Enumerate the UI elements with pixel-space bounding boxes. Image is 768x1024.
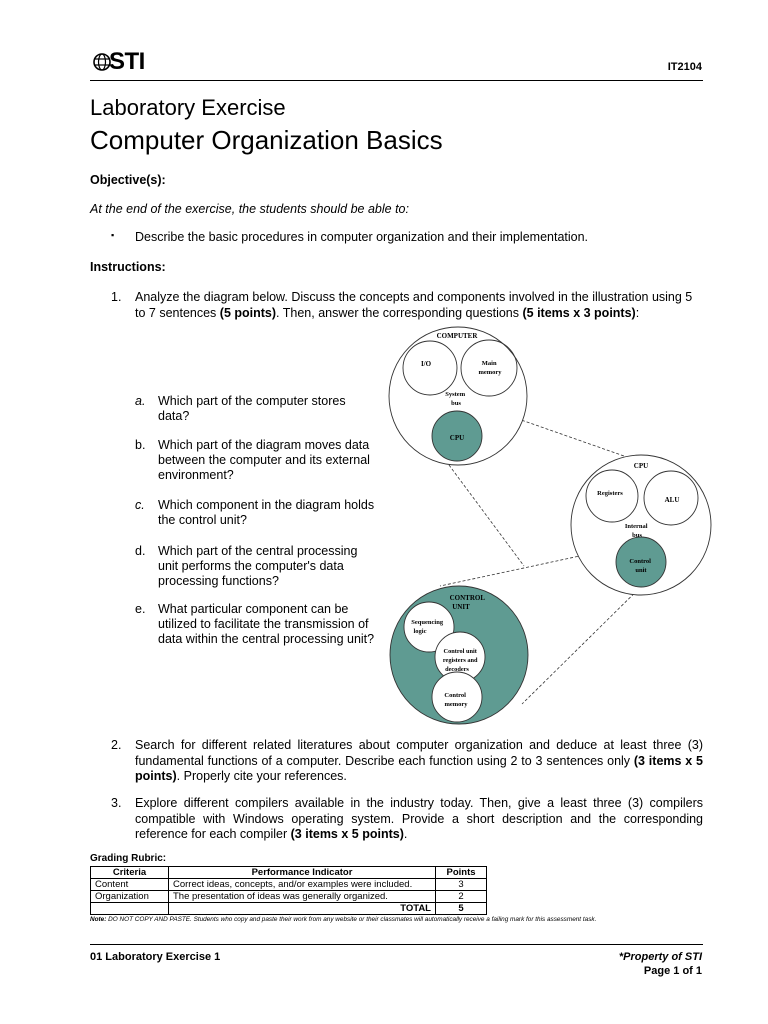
instruction-text: . Then, answer the corresponding questions xyxy=(276,305,523,320)
header-divider xyxy=(90,80,703,81)
objectives-heading: Objective(s): xyxy=(90,173,166,187)
internal-bus-label-line: Internal xyxy=(624,523,648,530)
instruction-points: (3 items x 5 points) xyxy=(135,753,703,783)
sequencing-logic-label-line: logic xyxy=(413,628,427,635)
note-text: DO NOT COPY AND PASTE. Students who copy and paste their work from any website or their classmates will automatically receive a failing mark for this assessment task. xyxy=(106,916,597,923)
question-e: What particular component can be utilized to facilitate the transmission of data within the central processing unit? xyxy=(158,602,375,646)
instruction-2 xyxy=(135,738,703,785)
table-cell: Content xyxy=(91,879,169,891)
grading-rubric-table xyxy=(90,866,487,915)
alu-label: ALU xyxy=(664,496,680,504)
control-unit-detail-label-line: CONTROL xyxy=(449,594,485,602)
column-header: Performance Indicator xyxy=(169,867,436,879)
question-a: Which part of the computer stores data? xyxy=(158,394,346,423)
column-header: Criteria xyxy=(91,867,169,879)
connector-line xyxy=(446,461,524,566)
table-row xyxy=(91,879,487,891)
io-circle xyxy=(403,341,457,395)
total-row xyxy=(91,903,487,915)
instruction-text: : xyxy=(635,305,640,320)
footer-divider xyxy=(90,944,703,945)
instruction-text: . xyxy=(403,827,408,841)
column-header: Points xyxy=(436,867,487,879)
internal-bus-label-line: bus xyxy=(632,532,642,539)
io-label: I/O xyxy=(420,360,432,368)
table-cell: 2 xyxy=(436,891,487,903)
footer-document-name: 01 Laboratory Exercise 1 xyxy=(90,951,221,963)
cpu-detail-label: CPU xyxy=(633,462,649,470)
table-cell: Correct ideas, concepts, and/or examples were included. xyxy=(169,879,436,891)
instruction-points: (5 points) xyxy=(219,305,277,320)
footer-property: *Property of STI xyxy=(618,951,702,963)
question-letter: b. xyxy=(135,438,146,452)
cu-registers-label-line: decoders xyxy=(445,666,469,673)
control-memory-label-line: memory xyxy=(444,701,468,708)
computer-organization-diagram xyxy=(380,326,730,731)
control-unit-detail-label-line: UNIT xyxy=(452,603,470,611)
control-memory-label-line: Control xyxy=(444,692,466,699)
rubric-title: Grading Rubric: xyxy=(90,853,167,864)
footer-page-number: Page 1 of 1 xyxy=(643,965,702,977)
sti-logo xyxy=(92,48,162,76)
total-value: 5 xyxy=(436,903,487,915)
main-memory-label-line: Main xyxy=(481,360,497,367)
system-bus-label-line: System xyxy=(445,391,466,398)
course-code: IT2104 xyxy=(667,61,702,73)
objectives-intro: At the end of the exercise, the students should be able to: xyxy=(90,202,409,216)
question-b: Which part of the diagram moves data between the computer and its external environment? xyxy=(158,438,370,482)
table-cell: 3 xyxy=(436,879,487,891)
bullet-icon: ▪ xyxy=(111,230,115,240)
instruction-number: 2. xyxy=(111,738,122,752)
exercise-label: Laboratory Exercise xyxy=(90,95,286,120)
question-d: Which part of the central processing unit performs the computer's data processing functions? xyxy=(158,544,358,588)
instruction-text: Explore different compilers available in the industry today. Then, give a least three (3) compilers compatible with Windows operating system. Provide a short description and the corresponding reference for each compiler xyxy=(135,796,703,841)
table-cell: The presentation of ideas was generally organized. xyxy=(169,891,436,903)
instruction-text: Analyze the diagram below. Discuss the concepts and components involved in the illustration using 5 to 7 sentences xyxy=(135,290,693,320)
instruction-text: Search for different related literatures about computer organization and deduce at least three (3) fundamental functions of a computer. Describe each function using 2 to 3 sentences only xyxy=(135,738,703,768)
instruction-text: . Properly cite your references. xyxy=(176,769,347,783)
cpu-label: CPU xyxy=(449,434,465,442)
sequencing-logic-label-line: Sequencing xyxy=(411,619,444,626)
table-header-row xyxy=(91,867,487,879)
cu-registers-label-line: registers and xyxy=(442,657,478,664)
table-cell: Organization xyxy=(91,891,169,903)
logo-text: STI xyxy=(109,48,145,75)
instructions-heading: Instructions: xyxy=(90,260,166,274)
instruction-number: 1. xyxy=(111,290,122,304)
table-cell xyxy=(91,903,169,915)
page-title: Computer Organization Basics xyxy=(90,125,443,155)
plagiarism-note xyxy=(90,916,596,923)
note-label: Note: xyxy=(90,916,107,923)
objective-item: Describe the basic procedures in computer organization and their implementation. xyxy=(135,230,589,244)
instruction-1 xyxy=(135,290,703,321)
question-letter: d. xyxy=(135,544,146,558)
main-memory-label-line: memory xyxy=(478,369,502,376)
registers-label: Registers xyxy=(597,490,623,497)
system-bus-label-line: bus xyxy=(451,400,461,407)
question-letter: c. xyxy=(135,498,145,512)
instruction-points: (5 items x 3 points) xyxy=(522,305,636,320)
computer-label: COMPUTER xyxy=(436,332,478,340)
instruction-number: 3. xyxy=(111,796,122,810)
question-letter: e. xyxy=(135,602,146,616)
table-row xyxy=(91,891,487,903)
question-letter: a. xyxy=(135,394,146,408)
control-unit-label-line: Control xyxy=(629,558,651,565)
instruction-points: (3 items x 5 points) xyxy=(290,827,404,841)
instruction-3 xyxy=(135,796,703,843)
total-label: TOTAL xyxy=(169,903,436,915)
cu-registers-label-line: Control unit xyxy=(443,648,477,655)
control-unit-label-line: unit xyxy=(635,567,647,574)
question-c: Which component in the diagram holds the control unit? xyxy=(158,498,375,527)
